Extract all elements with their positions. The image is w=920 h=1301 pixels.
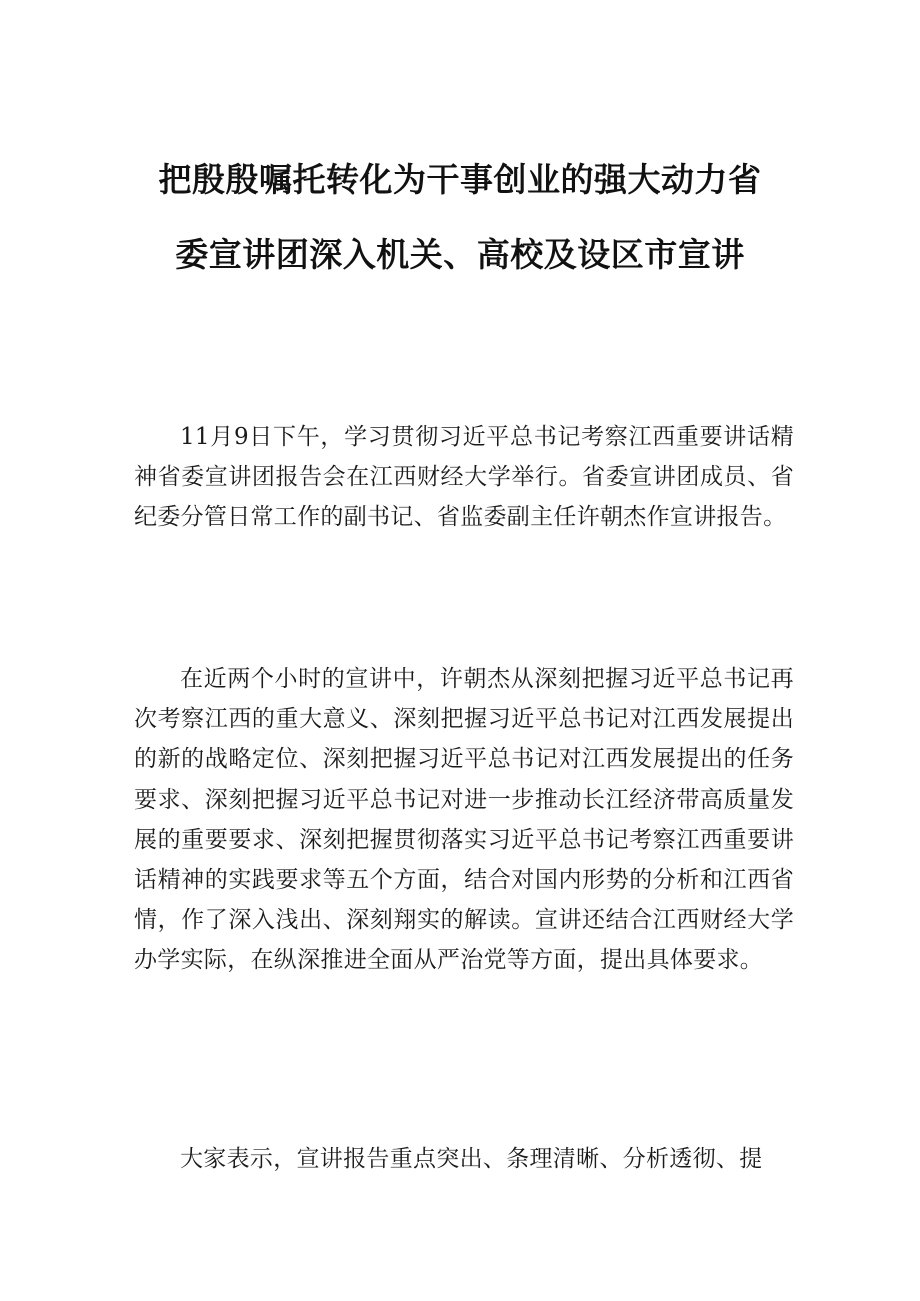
paragraph-2: 在近两个小时的宣讲中，许朝杰从深刻把握习近平总书记再次考察江西的重大意义、深刻把握习近平总书记对江西发展提出的新的战略定位、深刻把握习近平总书记对江西发展提出的任务要求、深刻把握习近平总书记对进一步推动长江经济带高质量发展的重要要求、深刻把握贯彻落实习近平总书记考察江西重要讲话精神的实践要求等五个方面，结合对国内形势的分析和江西省情，作了深入浅出、深刻翔实的解读。宣讲还结合江西财经大学办学实际，在纵深推进全面从严治党等方面，提出具体要求。: [134, 666, 794, 974]
paragraph-3: 大家表示，宣讲报告重点突出、条理清晰、分析透彻、提: [180, 1146, 763, 1172]
paragraph-1: 11月9日下午，学习贯彻习近平总书记考察江西重要讲话精神省委宣讲团报告会在江西财经大学举行。省委宣讲团成员、省纪委分管日常工作的副书记、省监委副主任许朝杰作宣讲报告。: [134, 424, 794, 531]
document-title-line-2: 委宣讲团深入机关、高校及设区市宣讲: [175, 235, 745, 274]
document-title-line-1: 把殷殷嘱托转化为干事创业的强大动力省: [158, 160, 762, 199]
